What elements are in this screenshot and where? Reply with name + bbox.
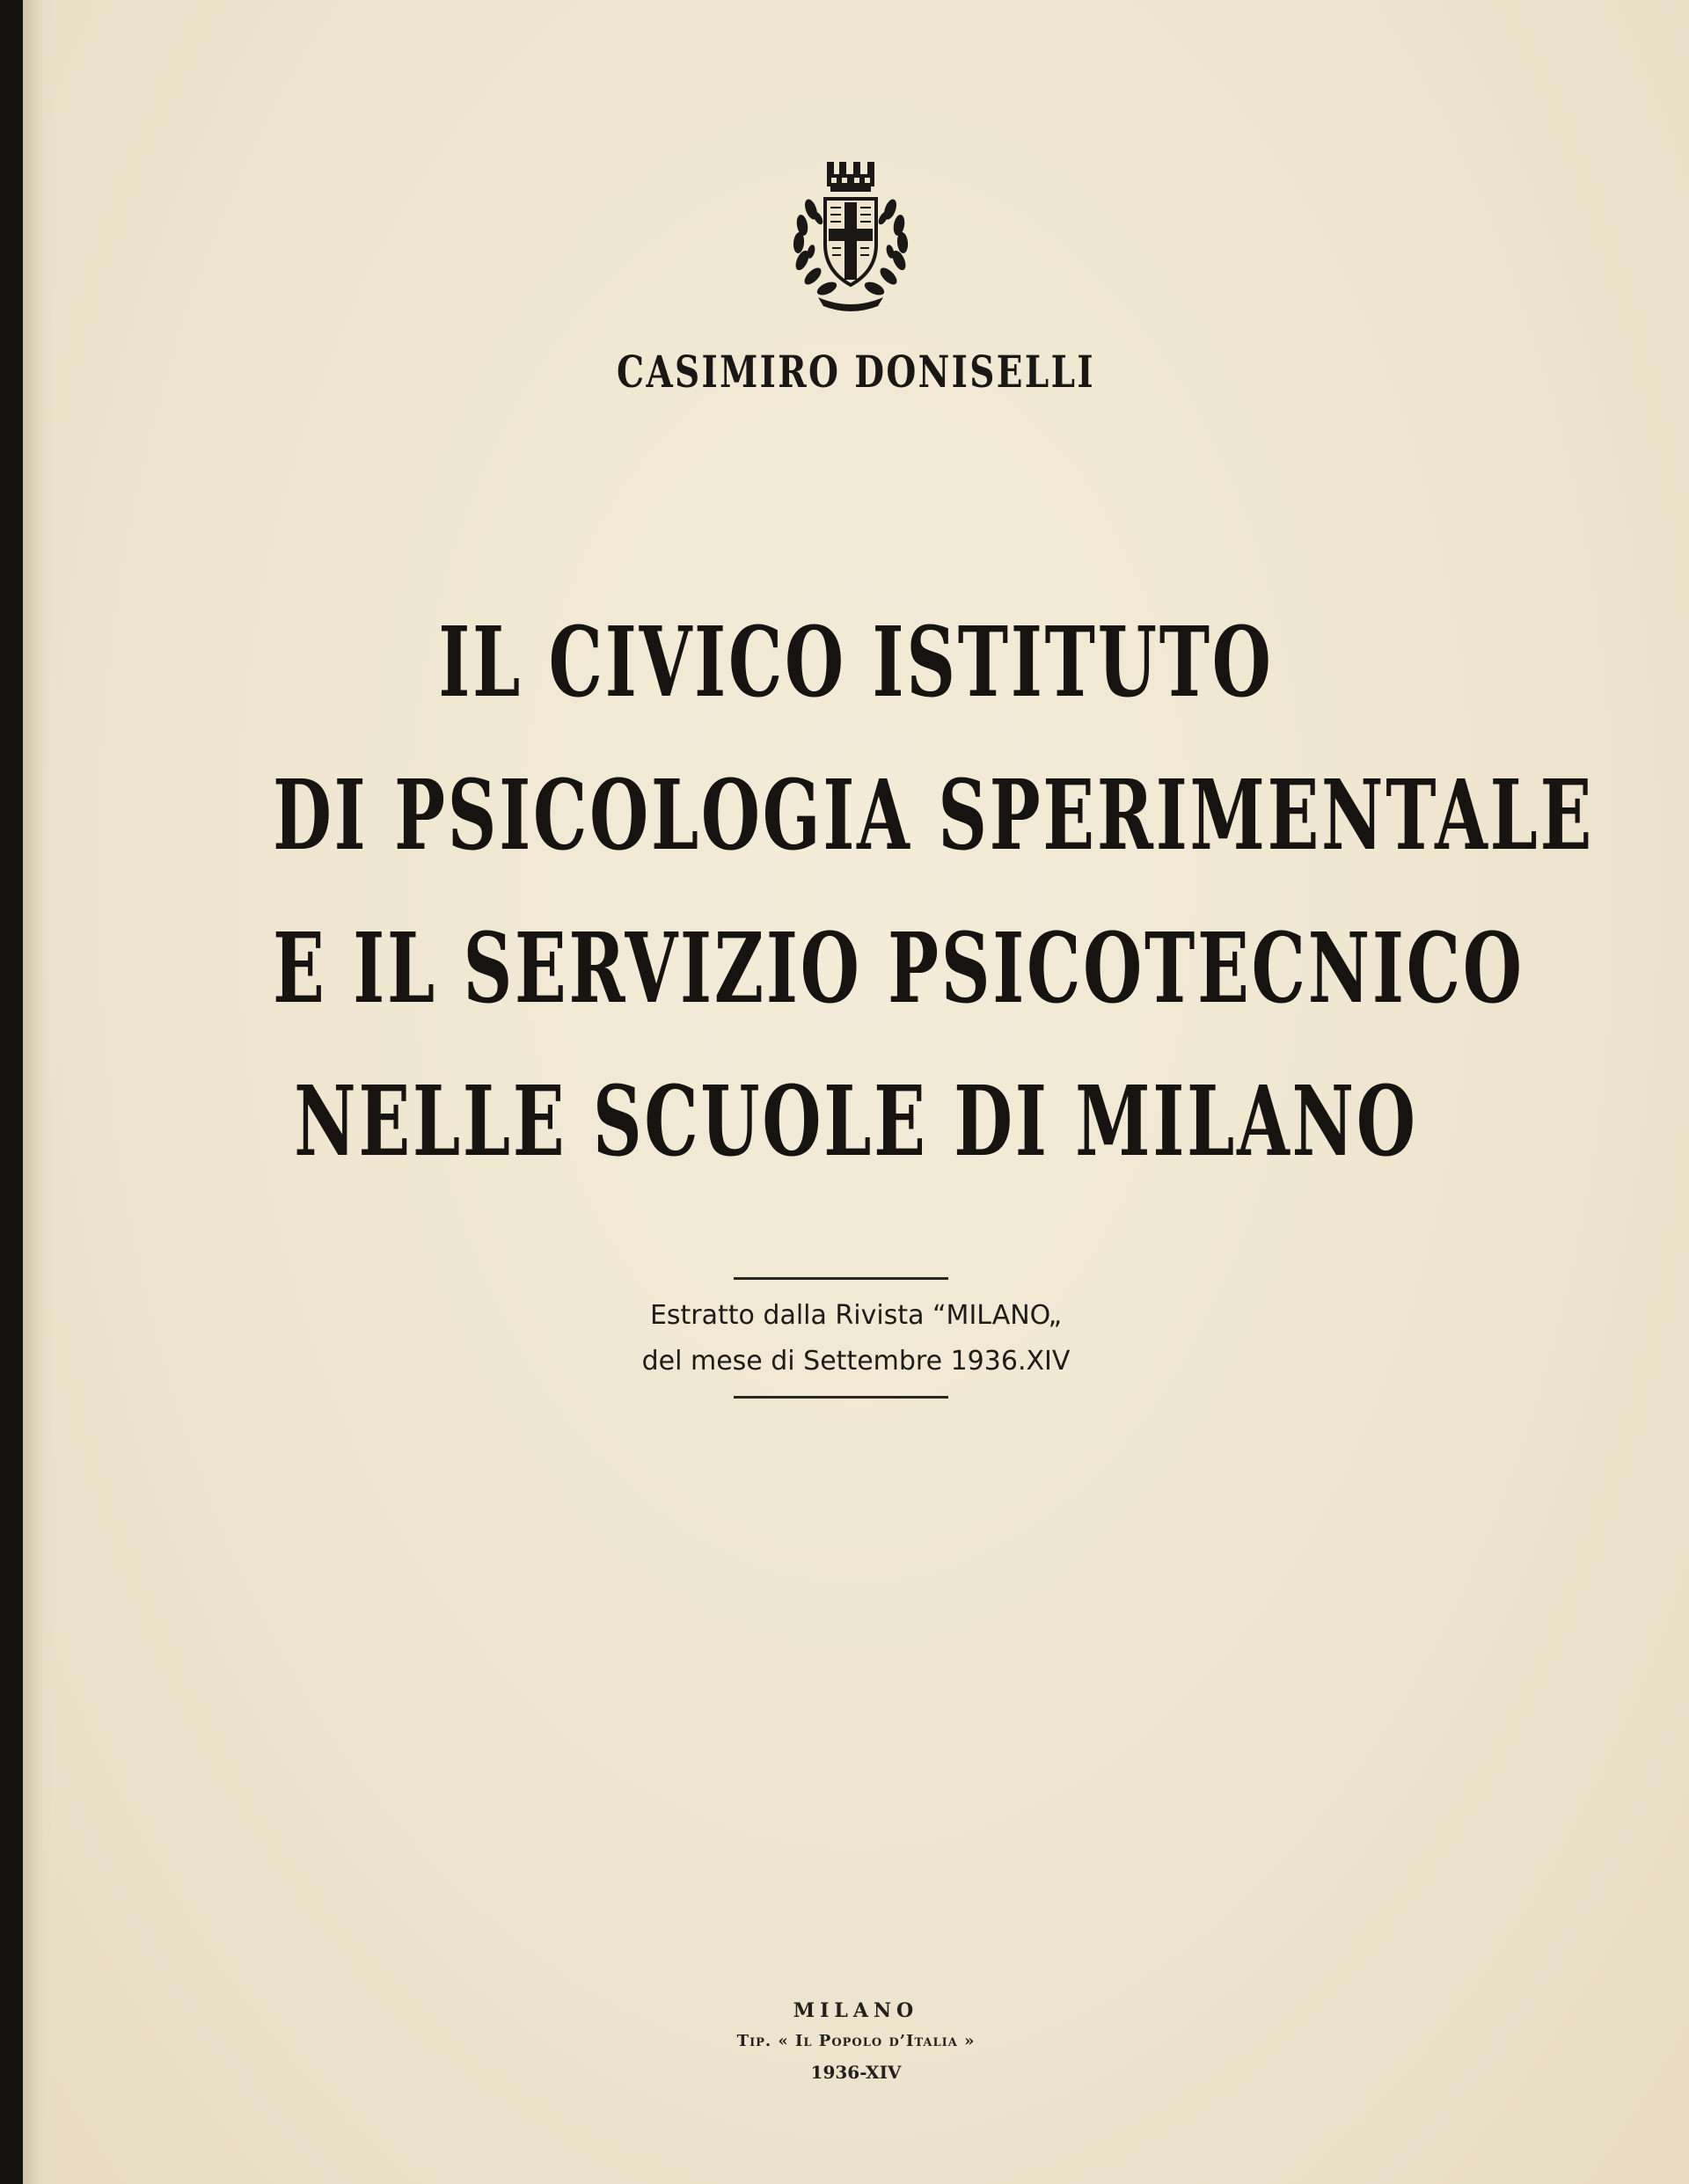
- divider-bottom: [734, 1396, 948, 1399]
- extract-line-2: del mese di Settembre 1936.XIV: [641, 1346, 1071, 1377]
- paper-sheet: [23, 0, 1689, 2184]
- extract-line-1: Estratto dalla Rivista “MILANO„: [649, 1300, 1063, 1331]
- milan-coat-of-arms-icon: [776, 157, 925, 313]
- title-line-2: DI PSICOLOGIA SPERIMENTALE: [273, 758, 1595, 872]
- document-title: [23, 586, 1689, 1198]
- title-line-1: IL CIVICO ISTITUTO: [438, 605, 1274, 719]
- imprint-year: 1936-XIV: [810, 2062, 902, 2083]
- title-line-4: NELLE SCUOLE DI MILANO: [294, 1064, 1418, 1178]
- author-name: CASIMIRO DONISELLI: [617, 346, 1095, 398]
- imprint-printer: Tip. « Il Popolo d’Italia »: [736, 2032, 976, 2050]
- imprint-city: MILANO: [793, 1999, 919, 2022]
- divider-top: [734, 1277, 948, 1280]
- extract-note: [23, 1293, 1689, 1384]
- title-line-3: E IL SERVIZIO PSICOTECNICO: [273, 911, 1524, 1025]
- printer-imprint: [23, 1995, 1689, 2088]
